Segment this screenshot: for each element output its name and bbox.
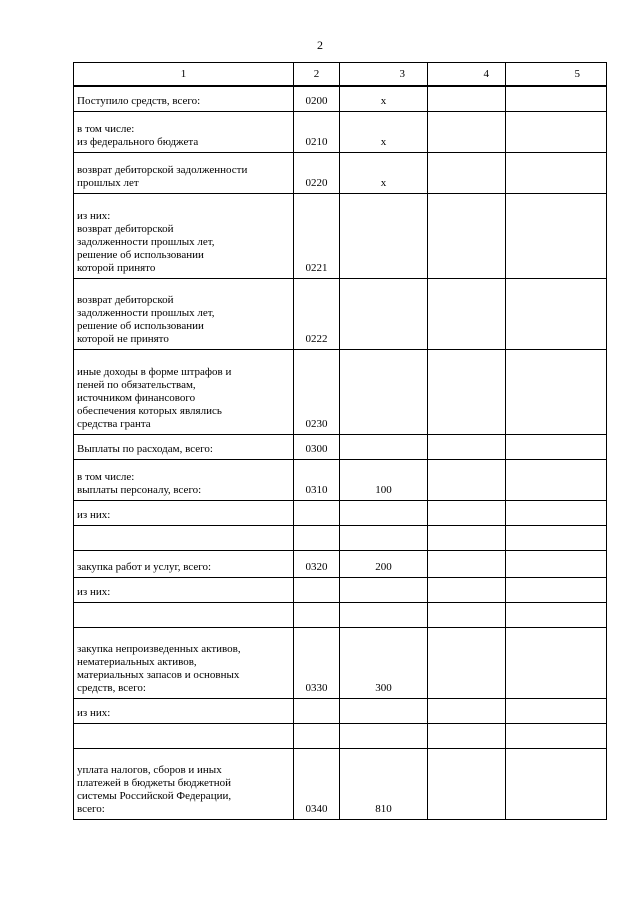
table-row bbox=[74, 86, 607, 111]
row-col4 bbox=[428, 627, 506, 698]
table-row bbox=[74, 723, 607, 748]
row-code: 0220 bbox=[294, 152, 340, 193]
row-col5 bbox=[506, 86, 607, 111]
row-col5 bbox=[506, 111, 607, 152]
row-code: 0200 bbox=[294, 86, 340, 111]
row-col5 bbox=[506, 550, 607, 577]
table-row bbox=[74, 627, 607, 698]
row-name: из них: возврат дебиторской задолженности прошлых лет, решение об использовании которой принято bbox=[74, 193, 294, 278]
row-col3 bbox=[340, 525, 428, 550]
row-code bbox=[294, 577, 340, 602]
row-col4 bbox=[428, 577, 506, 602]
row-col3: 100 bbox=[340, 459, 428, 500]
row-col5 bbox=[506, 723, 607, 748]
row-code: 0320 bbox=[294, 550, 340, 577]
row-name bbox=[74, 602, 294, 627]
row-code bbox=[294, 698, 340, 723]
row-name: иные доходы в форме штрафов и пеней по обязательствам, источником финансового обеспечения которых являлись средства гранта bbox=[74, 349, 294, 434]
table-row bbox=[74, 278, 607, 349]
row-code: 0221 bbox=[294, 193, 340, 278]
header-col-3: 3 bbox=[340, 63, 428, 87]
row-name: в том числе: из федерального бюджета bbox=[74, 111, 294, 152]
row-col3 bbox=[340, 577, 428, 602]
row-name: Поступило средств, всего: bbox=[74, 86, 294, 111]
row-name: закупка работ и услуг, всего: bbox=[74, 550, 294, 577]
row-col4 bbox=[428, 459, 506, 500]
row-code bbox=[294, 500, 340, 525]
table-row bbox=[74, 698, 607, 723]
row-col5 bbox=[506, 152, 607, 193]
row-name bbox=[74, 525, 294, 550]
table-row bbox=[74, 434, 607, 459]
header-col-5: 5 bbox=[506, 63, 607, 87]
row-col5 bbox=[506, 748, 607, 819]
row-col3: 200 bbox=[340, 550, 428, 577]
row-code: 0230 bbox=[294, 349, 340, 434]
row-col5 bbox=[506, 278, 607, 349]
row-col3 bbox=[340, 500, 428, 525]
row-name bbox=[74, 723, 294, 748]
row-col4 bbox=[428, 349, 506, 434]
row-col4 bbox=[428, 698, 506, 723]
row-col4 bbox=[428, 278, 506, 349]
table-row bbox=[74, 550, 607, 577]
row-code: 0222 bbox=[294, 278, 340, 349]
row-col3: 810 bbox=[340, 748, 428, 819]
row-name: из них: bbox=[74, 698, 294, 723]
row-name: из них: bbox=[74, 577, 294, 602]
row-col5 bbox=[506, 459, 607, 500]
row-code: 0340 bbox=[294, 748, 340, 819]
row-col5 bbox=[506, 500, 607, 525]
row-col4 bbox=[428, 152, 506, 193]
row-name: уплата налогов, сборов и иных платежей в бюджеты бюджетной системы Российской Федерации, всего: bbox=[74, 748, 294, 819]
row-col3 bbox=[340, 602, 428, 627]
table-row bbox=[74, 111, 607, 152]
table-row bbox=[74, 193, 607, 278]
row-code: 0300 bbox=[294, 434, 340, 459]
row-col4 bbox=[428, 86, 506, 111]
row-col4 bbox=[428, 525, 506, 550]
row-col4 bbox=[428, 602, 506, 627]
header-row bbox=[74, 63, 607, 87]
header-col-2: 2 bbox=[294, 63, 340, 87]
row-col5 bbox=[506, 349, 607, 434]
row-col5 bbox=[506, 698, 607, 723]
row-col3 bbox=[340, 349, 428, 434]
row-col4 bbox=[428, 434, 506, 459]
header-col-1: 1 bbox=[74, 63, 294, 87]
table-row bbox=[74, 152, 607, 193]
row-name: закупка непроизведенных активов, нематериальных активов, материальных запасов и основных средств, всего: bbox=[74, 627, 294, 698]
row-col5 bbox=[506, 627, 607, 698]
row-name: из них: bbox=[74, 500, 294, 525]
table-row bbox=[74, 525, 607, 550]
row-col4 bbox=[428, 550, 506, 577]
row-col4 bbox=[428, 748, 506, 819]
report-table bbox=[73, 62, 607, 820]
table-row bbox=[74, 748, 607, 819]
header-col-4: 4 bbox=[428, 63, 506, 87]
row-col5 bbox=[506, 434, 607, 459]
page-number: 2 bbox=[317, 38, 323, 52]
row-col4 bbox=[428, 193, 506, 278]
row-col4 bbox=[428, 723, 506, 748]
row-col5 bbox=[506, 602, 607, 627]
row-code: 0310 bbox=[294, 459, 340, 500]
row-col3 bbox=[340, 193, 428, 278]
row-code: 0210 bbox=[294, 111, 340, 152]
row-col4 bbox=[428, 500, 506, 525]
row-col3 bbox=[340, 723, 428, 748]
table-row bbox=[74, 500, 607, 525]
row-code bbox=[294, 525, 340, 550]
row-name: в том числе: выплаты персоналу, всего: bbox=[74, 459, 294, 500]
row-col3 bbox=[340, 698, 428, 723]
row-col5 bbox=[506, 193, 607, 278]
table-row bbox=[74, 577, 607, 602]
row-col3 bbox=[340, 278, 428, 349]
row-name: возврат дебиторской задолженности прошлых лет bbox=[74, 152, 294, 193]
table-row bbox=[74, 602, 607, 627]
row-col5 bbox=[506, 577, 607, 602]
row-code: 0330 bbox=[294, 627, 340, 698]
row-name: Выплаты по расходам, всего: bbox=[74, 434, 294, 459]
table-row bbox=[74, 349, 607, 434]
row-code bbox=[294, 723, 340, 748]
row-col3: х bbox=[340, 111, 428, 152]
row-code bbox=[294, 602, 340, 627]
row-col3: х bbox=[340, 152, 428, 193]
row-col4 bbox=[428, 111, 506, 152]
row-col3: х bbox=[340, 86, 428, 111]
row-col5 bbox=[506, 525, 607, 550]
row-name: возврат дебиторской задолженности прошлых лет, решение об использовании которой не принято bbox=[74, 278, 294, 349]
row-col3 bbox=[340, 434, 428, 459]
row-col3: 300 bbox=[340, 627, 428, 698]
table-row bbox=[74, 459, 607, 500]
